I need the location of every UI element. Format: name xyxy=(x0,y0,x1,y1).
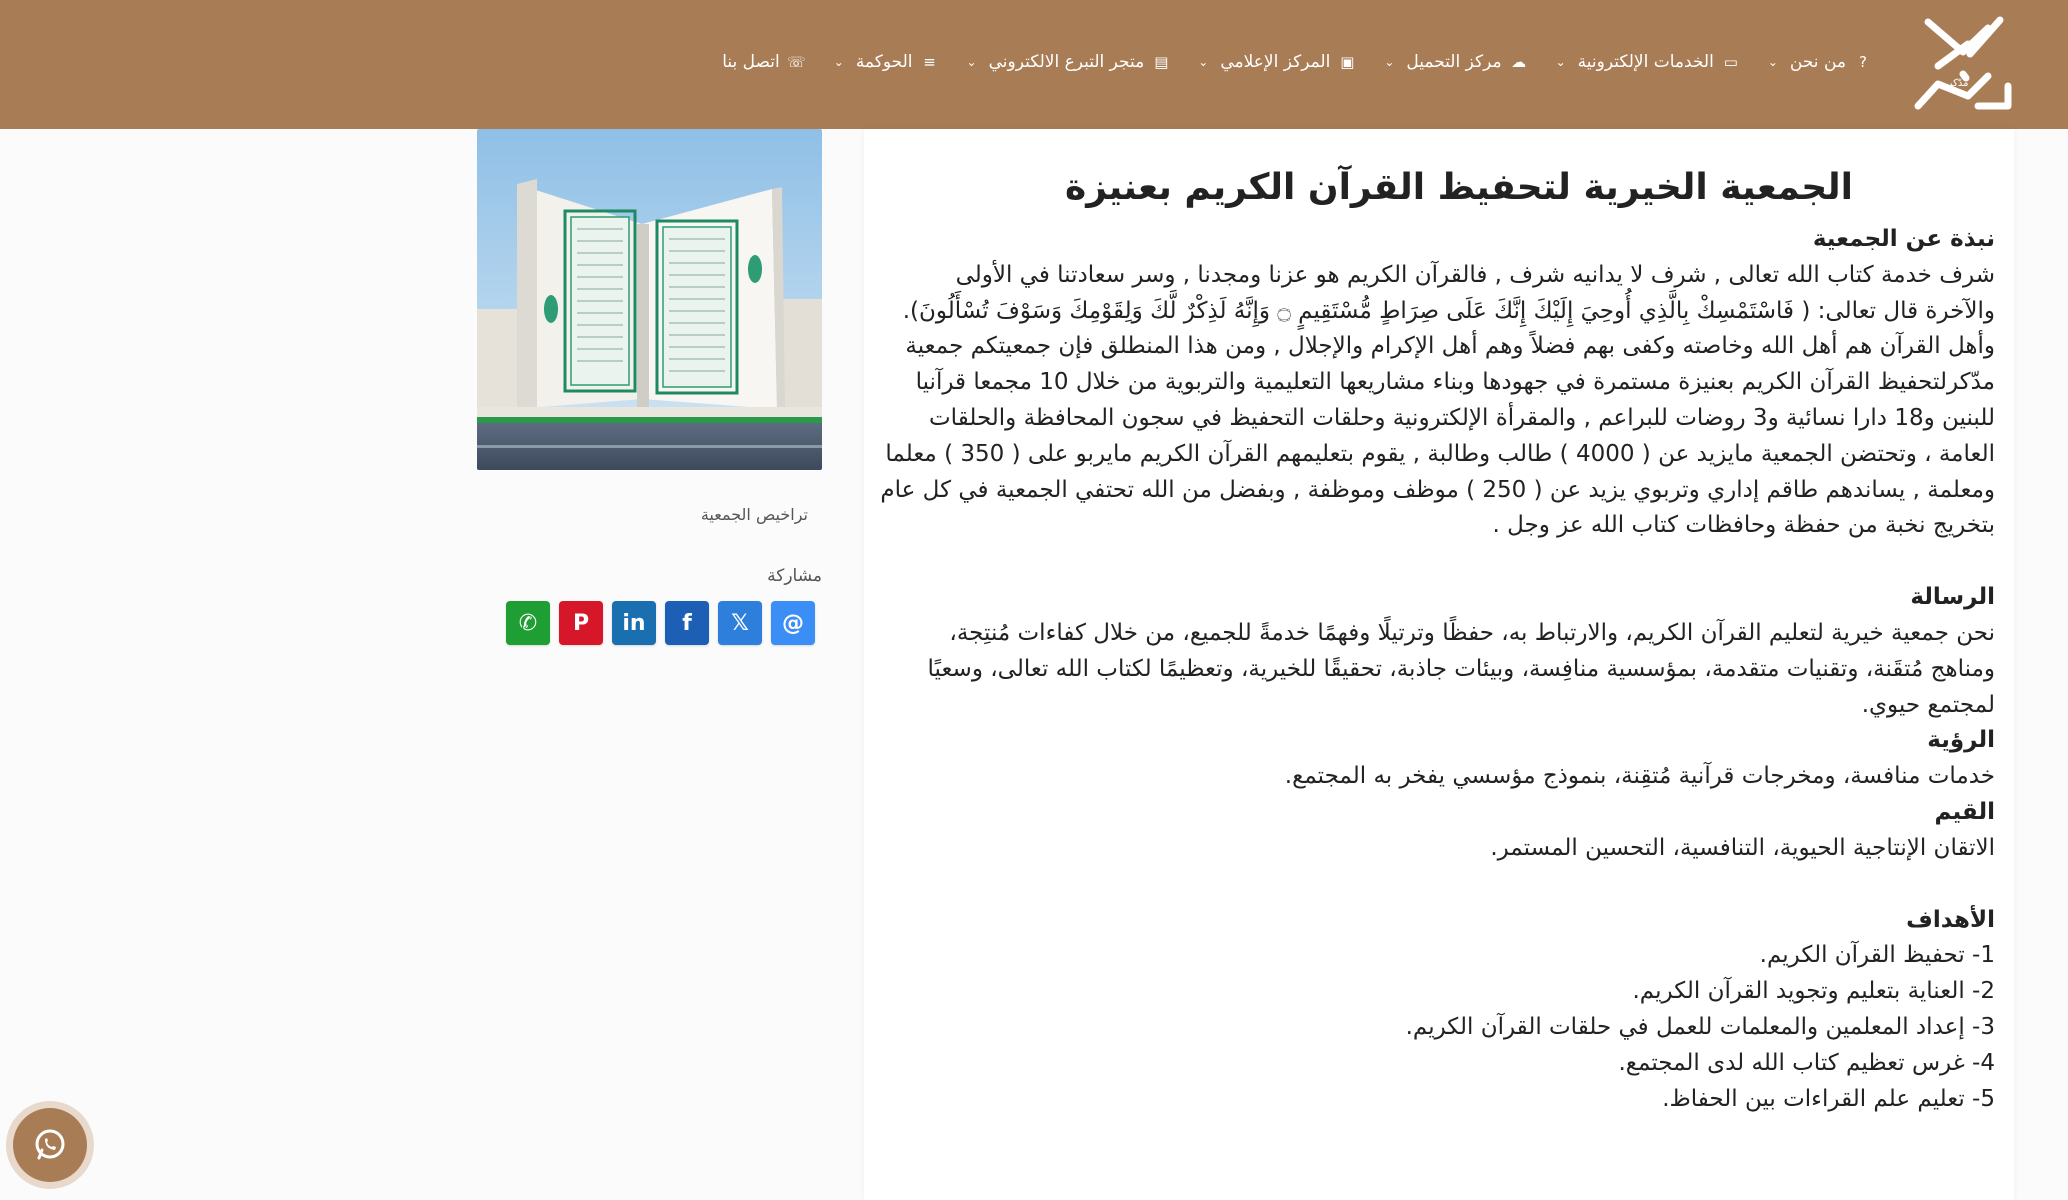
vision-text: خدمات منافسة، ومخرجات قرآنية مُتقِنة، بنموذج مؤسسي يفخر به المجتمع. xyxy=(1284,763,1995,790)
x-icon: 𝕏 xyxy=(731,610,749,636)
facebook-icon: f xyxy=(682,610,692,636)
goal-item: 1- تحفيظ القرآن الكريم. xyxy=(1759,942,1995,969)
building-photo[interactable] xyxy=(477,129,822,470)
x-share-button[interactable] xyxy=(718,601,762,645)
list-icon: ≡ xyxy=(923,53,936,71)
values-text: الاتقان الإنتاجية الحيوية، التنافسية، التحسين المستمر. xyxy=(1490,834,1995,861)
goals-heading: الأهداف xyxy=(1906,906,1995,933)
chevron-down-icon: ⌄ xyxy=(1384,55,1395,69)
share-buttons xyxy=(506,601,815,645)
laptop-icon: ▭ xyxy=(1723,53,1738,71)
site-logo[interactable] xyxy=(1908,14,2018,114)
nav-item-1[interactable] xyxy=(1542,52,1754,72)
whatsapp-icon xyxy=(30,1125,70,1165)
chevron-down-icon: ⌄ xyxy=(833,55,844,69)
chevron-down-icon: ⌄ xyxy=(1767,55,1778,69)
nav-item-3[interactable] xyxy=(1184,52,1370,72)
images-icon: ▣ xyxy=(1340,53,1355,71)
logo-mark-icon xyxy=(1908,14,2018,114)
whatsapp-share-button[interactable] xyxy=(506,601,550,645)
at-icon: @ xyxy=(782,610,804,636)
values-heading: القيم xyxy=(1934,798,1995,825)
article-content xyxy=(880,222,1995,1117)
nav-item-5[interactable] xyxy=(820,52,953,72)
cloud-download-icon: ☁ xyxy=(1511,53,1527,71)
nav-item-label: مركز التحميل xyxy=(1406,52,1502,72)
nav-item-6[interactable] xyxy=(708,52,820,72)
whatsapp-icon: ✆ xyxy=(518,610,538,636)
mission-text: نحن جمعية خيرية لتعليم القرآن الكريم، والارتباط به، حفظًا وترتيلًا وفهمًا خدمةً للجميع، من خلال كفاءات مُنتِجة، ومناهج مُتقَنة، وتقنيات متقدمة، بمؤسسية منافِسة، وبيئات جاذبة، تحقيقًا للخيرية، وتعظيمًا لكتاب الله تعالى، وسعيًا لمجتمع حيوي. xyxy=(927,619,1995,718)
pinterest-share-button[interactable] xyxy=(559,601,603,645)
page-title: الجمعية الخيرية لتحفيظ القرآن الكريم بعنيزة xyxy=(1064,167,1854,209)
linkedin-icon: in xyxy=(622,610,646,636)
question-icon: ? xyxy=(1859,53,1867,71)
nav-item-label: متجر التبرع الالكتروني xyxy=(988,52,1145,72)
nav-item-label: اتصل بنا xyxy=(722,52,780,72)
nav-item-label: الخدمات الإلكترونية xyxy=(1577,52,1714,72)
goal-item: 2- العناية بتعليم وتجويد القرآن الكريم. xyxy=(1632,978,1995,1005)
chevron-down-icon: ⌄ xyxy=(1555,55,1566,69)
about-heading: نبذة عن الجمعية xyxy=(1812,226,1995,252)
credit-card-icon: ▤ xyxy=(1154,53,1169,71)
phone-square-icon: ☏ xyxy=(786,53,806,71)
licenses-link[interactable]: تراخيص الجمعية xyxy=(700,505,808,524)
nav-item-label: المركز الإعلامي xyxy=(1220,52,1331,72)
goal-item: 5- تعليم علم القراءات بين الحفاظ. xyxy=(1662,1085,1995,1112)
vision-heading: الرؤية xyxy=(1927,727,1995,754)
email-share-button[interactable] xyxy=(771,601,815,645)
nav-item-0[interactable] xyxy=(1754,52,1886,72)
main-nav xyxy=(708,0,1886,124)
nav-item-2[interactable] xyxy=(1370,52,1541,72)
chevron-down-icon: ⌄ xyxy=(966,55,977,69)
goal-item: 3- إعداد المعلمين والمعلمات للعمل في حلقات القرآن الكريم. xyxy=(1405,1013,1995,1040)
facebook-share-button[interactable] xyxy=(665,601,709,645)
svg-text:مدّكر: مدّكر xyxy=(1947,78,1969,89)
linkedin-share-button[interactable] xyxy=(612,601,656,645)
pinterest-icon: P xyxy=(572,610,590,636)
mission-heading: الرسالة xyxy=(1910,584,1995,611)
floating-whatsapp-button[interactable] xyxy=(6,1101,94,1189)
goal-item: 4- غرس تعظيم كتاب الله لدى المجتمع. xyxy=(1618,1049,1995,1076)
about-text: شرف خدمة كتاب الله تعالى , شرف لا يدانيه شرف , فالقرآن الكريم هو عزنا ومجدنا , وسر سعادتنا في الأولى والآخرة قال تعالى: ( فَاسْتَمْسِكْ بِالَّذِي أُوحِيَ إِلَيْكَ إِنَّكَ عَلَى صِرَاطٍ مُّسْتَقِيمٍ ۝ وَإِنَّهُ لَذِكْرٌ لَّكَ وَلِقَوْمِكَ وَسَوْفَ تُسْأَلُونَ). وأهل القرآن هم أهل الله وخاصته وكفى بهم فضلاً وهم أهل الإكرام والإجلال , ومن هذا المنطلق فإن جمعيتكم جمعية مدّكرلتحفيظ القرآن الكريم بعنيزة مستمرة في جهودها وبناء مشاريعها التعليمية والتربوية من خلال 10 مجمعا قرآنيا للبنين و18 دارا نسائية و3 روضات للبراعم , والمقرأة الإلكترونية وحلقات التحفيظ في سجون المحافظة والحلقات العامة ، وتحتضن الجمعية مايزيد عن ( 4000 ) طالب وطالبة , يقوم بتعليمهم القرآن الكريم مايربو على ( 350 ) معلما ومعلمة , يساندهم طاقم إداري وتربوي يزيد عن ( 250 ) موظف وموظفة , وبفضل من الله تحتفي الجمعية في كل عام بتخريج نخبة من حفظة وحافظات كتاب الله عز وجل . xyxy=(880,261,1995,539)
nav-item-label: الحوكمة xyxy=(855,52,913,72)
site-header xyxy=(0,0,2068,129)
chevron-down-icon: ⌄ xyxy=(1198,55,1209,69)
nav-item-label: من نحن xyxy=(1789,52,1846,72)
nav-item-4[interactable] xyxy=(953,52,1185,72)
share-label: مشاركة xyxy=(767,566,822,586)
